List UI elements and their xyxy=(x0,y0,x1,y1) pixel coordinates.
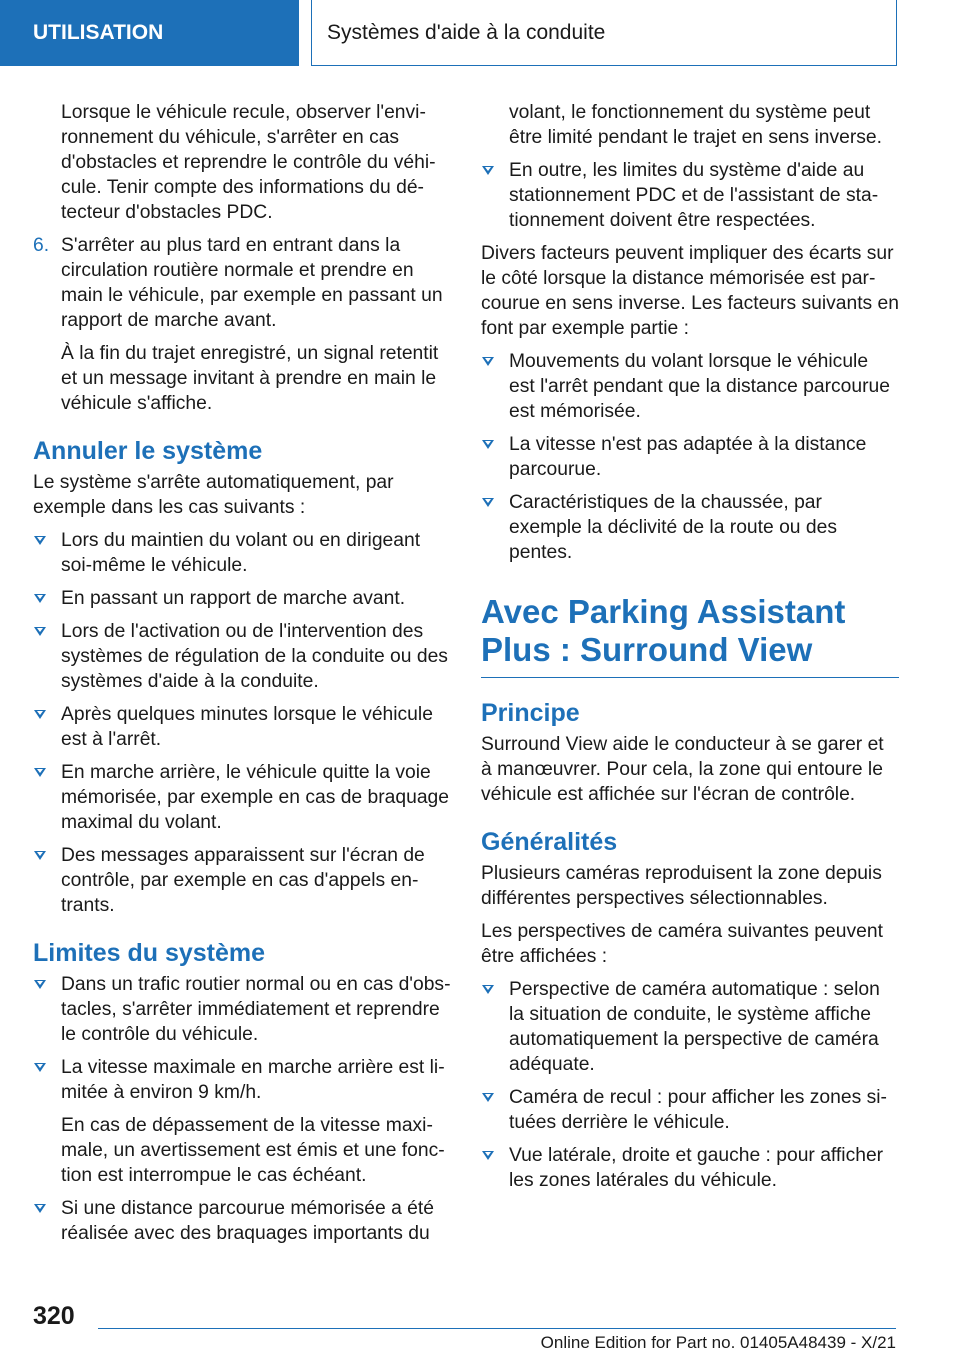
triangle-bullet-icon xyxy=(34,1063,46,1072)
heading-generalites: Généralités xyxy=(481,828,618,856)
triangle-bullet-icon xyxy=(34,594,46,603)
step-6 xyxy=(33,233,451,416)
list-item-subtext: En cas de dépassement de la vitesse maximale, un avertissement est émis et une fonction est interrompue le cas échéant. xyxy=(61,1115,445,1186)
triangle-bullet-icon xyxy=(482,1093,494,1102)
perspectives-list xyxy=(481,977,899,1193)
triangle-bullet-icon xyxy=(34,980,46,989)
header-section-label: UTILISATION xyxy=(33,21,164,44)
header-chapter xyxy=(311,0,897,66)
list-item: Après quelques minutes lorsque le véhicule est à l'arrêt. xyxy=(33,702,451,752)
footer-edition: Online Edition for Part no. 01405A48439 - X/21 xyxy=(540,1333,896,1352)
triangle-bullet-icon xyxy=(34,768,46,777)
intro-paragraph: Lorsque le véhicule recule, observer l'environnement du véhicule, s'arrêter en cas d'obstacles et reprendre le contrôle du véhicule. Tenir compte des informations du détecteur d'obstacles PDC. xyxy=(61,102,436,223)
list-item: Si une distance parcourue mémorisée a été réalisée avec des braquages importants du xyxy=(33,1196,451,1246)
triangle-bullet-icon xyxy=(34,536,46,545)
heading-principe: Principe xyxy=(481,699,580,727)
limites-list xyxy=(33,972,451,1246)
list-item: La vitesse n'est pas adaptée à la distance parcourue. xyxy=(481,432,899,482)
continued-text: volant, le fonctionnement du système peut être limité pendant le trajet en sens inverse. xyxy=(509,102,882,148)
list-item: En passant un rapport de marche avant. xyxy=(33,586,451,611)
triangle-bullet-icon xyxy=(482,1151,494,1160)
main-heading: Avec Parking Assistant Plus : Surround View xyxy=(481,593,899,678)
triangle-bullet-icon xyxy=(482,357,494,366)
list-item: Mouvements du volant lorsque le véhicule est l'arrêt pendant que la distance parcourue est mémorisée. xyxy=(481,349,899,424)
generalites-p2: Les perspectives de caméra suivantes peuvent être affichées : xyxy=(481,921,883,967)
triangle-bullet-icon xyxy=(34,627,46,636)
list-item: En marche arrière, le véhicule quitte la voie mémorisée, par exemple en cas de braquage maximal du volant. xyxy=(33,760,451,835)
right-column xyxy=(481,100,899,1201)
list-item: Vue latérale, droite et gauche : pour afficher les zones latérales du véhicule. xyxy=(481,1143,899,1193)
step-text: S'arrêter au plus tard en entrant dans la circulation routière normale et prendre en main le véhicule, par exemple en passant un rapport de marche avant. xyxy=(61,235,443,331)
principe-text: Surround View aide le conducteur à se garer et à manœuvrer. Pour cela, la zone qui entoure le véhicule est affichée sur l'écran de contrôle. xyxy=(481,734,884,805)
triangle-bullet-icon xyxy=(482,166,494,175)
list-item: Dans un trafic routier normal ou en cas d'obstacles, s'arrêter immédiatement et reprendre le contrôle du véhicule. xyxy=(33,972,451,1047)
annuler-intro: Le système s'arrête automatiquement, par exemple dans les cas suivants : xyxy=(33,472,394,518)
triangle-bullet-icon xyxy=(482,440,494,449)
list-item: Caractéristiques de la chaussée, par exemple la déclivité de la route ou des pentes. xyxy=(481,490,899,565)
step-number: 6. xyxy=(33,235,50,256)
list-item: En outre, les limites du système d'aide au stationnement PDC et de l'assistant de stationnement doivent être respectées. xyxy=(481,158,899,233)
header-chapter-label: Systèmes d'aide à la conduite xyxy=(327,20,606,44)
list-item: Perspective de caméra automatique : selon la situation de conduite, le système affiche automatiquement la perspective de caméra adéquate. xyxy=(481,977,899,1077)
header-section xyxy=(0,0,299,66)
generalites-p1: Plusieurs caméras reproduisent la zone depuis différentes perspectives sélectionnables. xyxy=(481,863,882,909)
list-item: Caméra de recul : pour afficher les zones situées derrière le véhicule. xyxy=(481,1085,899,1135)
annuler-list xyxy=(33,528,451,918)
list-item: La vitesse maximale en marche arrière est limitée à environ 9 km/h. En cas de dépassement de la vitesse maximale, un avertissement est émis et une fonction est interrompue le cas échéant. xyxy=(33,1055,451,1188)
heading-limites: Limites du système xyxy=(33,939,266,967)
list-item: Lors de l'activation ou de l'intervention des systèmes de régulation de la conduite ou des systèmes d'aide à la conduite. xyxy=(33,619,451,694)
list-item: Des messages apparaissent sur l'écran de contrôle, par exemple en cas d'appels entrants. xyxy=(33,843,451,918)
page-number: 320 xyxy=(33,1302,75,1330)
triangle-bullet-icon xyxy=(482,985,494,994)
step-subtext: À la fin du trajet enregistré, un signal retentit et un message invitant à prendre en main le véhicule s'affiche. xyxy=(61,343,439,414)
triangle-bullet-icon xyxy=(34,851,46,860)
footer-divider xyxy=(98,1328,896,1329)
triangle-bullet-icon xyxy=(34,710,46,719)
left-column xyxy=(33,100,451,1254)
triangle-bullet-icon xyxy=(482,498,494,507)
divers-paragraph: Divers facteurs peuvent impliquer des écarts sur le côté lorsque la distance mémorisée est parcourue en sens inverse. Les facteurs suivants en font par exemple partie : xyxy=(481,243,899,339)
heading-annuler: Annuler le système xyxy=(33,437,263,465)
triangle-bullet-icon xyxy=(34,1204,46,1213)
facteurs-list xyxy=(481,349,899,565)
list-item: Lors du maintien du volant ou en dirigeant soi-même le véhicule. xyxy=(33,528,451,578)
